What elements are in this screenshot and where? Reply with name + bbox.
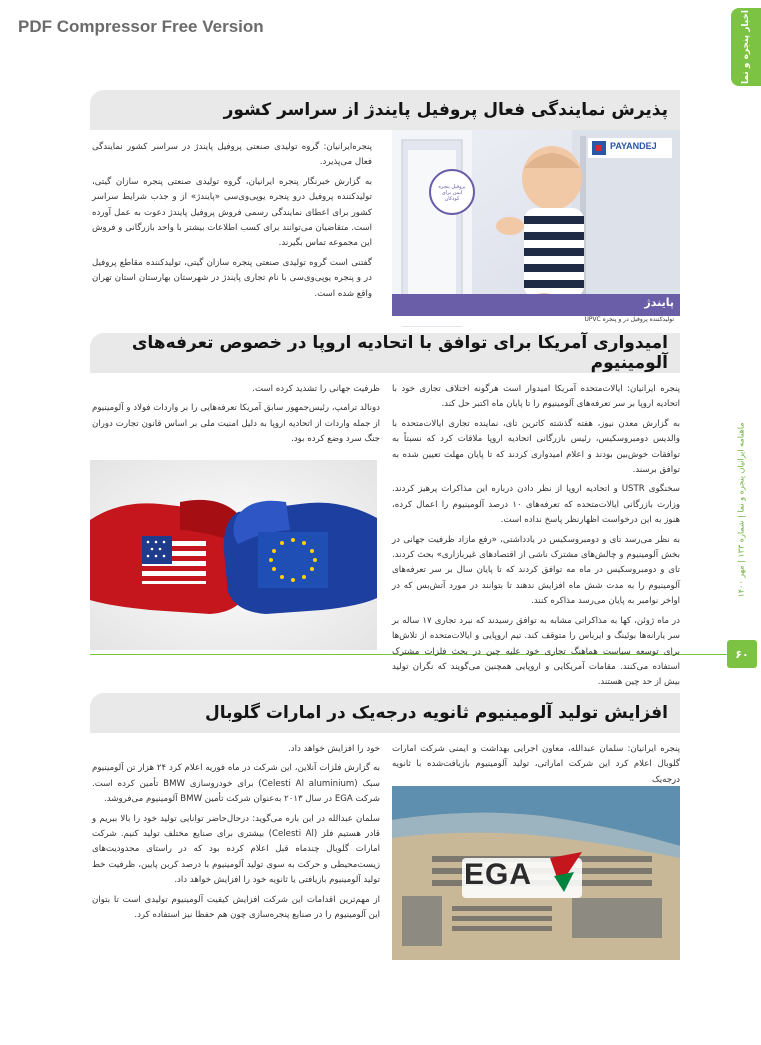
article2-headline: امیدواری آمریکا برای توافق با اتحادیه اروپا در خصوص تعرفه‌های آلومینیوم — [90, 333, 680, 373]
article2-paragraph: در ماه ژوئن، کها به مذاکراتی مشابه به توافق رسیدند که نبرد تجاری ۱۷ ساله بر سر یارانه‌ها بوئینگ و ایرباس را متوقف کند. تیم اروپایی و ایالات‌متحده از تلاش‌ها برای توسعه سیاست هماهنگ تجاری خود علیه چین در بحث فلزات مشترک استفاده می‌کنند. مقامات آمریکایی و اروپایی همچنین می‌گویند که نگران تولید بیش از حد چین هستند. — [392, 615, 680, 688]
article2-right-column — [392, 382, 680, 688]
article1-body — [92, 140, 372, 326]
article2-left-column — [92, 382, 380, 454]
article3-headline: افزایش تولید آلومینیوم ثانویه درجه‌یک در امارات گلوبال — [90, 693, 680, 733]
ega-aerial-art — [392, 786, 680, 960]
section-tab — [731, 8, 761, 86]
article2-paragraph: پنجره ایرانیان: ایالات‌متحده آمریکا امیدوار است هرگونه اختلاف تجاری خود با اتحادیه اروپا بر سر تعرفه‌های آلومینیوم را تا پایان ماه اکتبر حل کند. — [392, 384, 680, 410]
ega-aerial-image — [392, 786, 680, 960]
article3-paragraph: به گزارش فلزات آنلاین، این شرکت در ماه فوریه اعلام کرد ۲۴ هزار تن آلومینیوم سبک (Celesti Al aluminium) برای خودروسازی BMW تأمین کرده است. شرکت EGA در سال ۲۰۱۳ به‌عنوان شرکت تأمین BMW آلومینیوم می‌فروشد. — [92, 763, 381, 805]
article2-paragraph: ظرفیت جهانی را تشدید کرده است. — [252, 384, 380, 394]
article3-paragraph: پنجره ایرانیان: سلمان عبدالله، معاون اجرایی بهداشت و ایمنی شرکت امارات گلوبال اعلام کرد این شرکت اماراتی، تولید آلومینیوم بازیافت‌شده با ثانویه درجه‌یک — [392, 744, 680, 785]
issue-label: ماهنامه ایرانیان پنجره و نما | شماره ۱۳۳ | مهر ۱۴۰۰ — [736, 422, 746, 598]
article2-paragraph: سخنگوی USTR و اتحادیه اروپا از نظر دادن درباره این مذاکرات پرهیز کردند. وزارت بازرگانی ایالات‌متحده که تعرفه‌های ۱۰ درصد آلومینیوم را اعمال کرده، هنوز به این درخواست اظهارنظر پاسخ نداده است. — [392, 484, 680, 526]
article3-paragraph: سلمان عبدالله در این باره می‌گوید: درحال‌حاضر توانایی تولید خود را بالا ببریم و قادر هستیم فلز (Celesti Al) بیشتری برای صنایع مختلف تولید کنیم. شرکت امارات گلوبال چندماه قبل اعلام کرده بود که در راستای محدودیت‌های زیست‌محیطی و حرکت به سوی تولید آلومینیوم با درصد کربن پایین، ظرفیت خط تولید آلومینیوم بازیافتی یا ثانویه خود را افزایش خواهد داد. — [92, 813, 380, 886]
boxing-gloves-art — [90, 460, 377, 650]
article3-right-column — [392, 742, 680, 785]
page-number: ۶۰ — [727, 640, 757, 668]
payandej-badge-text: پروفیل پنجره ایمن برای کودکان — [438, 184, 466, 202]
ega-logo-text: EGA — [464, 858, 533, 891]
article1-paragraph: گفتنی است گروه تولیدی صنعتی پنجره سازان گیتی، تولیدکننده مقاطع پروفیل در و پنجره یوپی‌وی‌سی با نام تجاری پایندژ در شهرستان بهارستان استان تهران واقع شده است. — [92, 257, 372, 299]
article1-headline: پذیرش نمایندگی فعال پروفیل پایندژ از سراسر کشور — [90, 90, 680, 130]
payandej-caption-name: پایندژ — [644, 296, 674, 309]
article2-paragraph: به گزارش معدن نیوز، هفته گذشته کاترین تای، نماینده تجاری ایالات‌متحده با والدیس دومبروسکیس، رئیس بازرگانی اتحادیه اروپا ملاقات کرد که نسبتاً به توافقات خوش‌بین بودند و اعلام امیدواری کردند که تا پایان مهلت تعیین شده به توافق برسند. — [392, 418, 680, 476]
watermark-label: PDF Compressor Free Version — [18, 17, 264, 36]
article1-paragraph: به گزارش خبرنگار پنجره ایرانیان، گروه تولیدی صنعتی پنجره سازان گیتی، تولیدکننده پروفیل درو پنجره یوپی‌وی‌سی «پایندژ» از و جذب شرایط سراسر کشور برای اعطای نمایندگی رسمی فروش پروفیل پایندژ دعوت به عمل آورده است. متقاضیان می‌توانند برای کسب اطلاعات بیشتر با واحد بازرگانی و فروش این مجموعه تماس بگیرند. — [92, 176, 372, 249]
boxing-gloves-image — [90, 460, 377, 650]
payandej-brand-label: PAYANDEJ — [610, 141, 657, 151]
article3-left-column — [92, 742, 380, 962]
article3-paragraph: خود را افزایش خواهد داد. — [288, 744, 380, 754]
article1-paragraph: پنجره‌ایرانیان: گروه تولیدی صنعتی پروفیل پایندژ در سراسر کشور نمایندگی فعال می‌پذیرد. — [92, 142, 372, 168]
article2-paragraph: دونالد ترامپ، رئیس‌جمهور سابق آمریکا تعرفه‌هایی را بر واردات فولاد و آلومینیوم از جمله واردات از اتحادیه اروپا به دلیل امنیت ملی بر اساس قانون تجارت دوران جنگ سرد وضع کرده بود. — [92, 403, 380, 445]
article2-paragraph: به نظر می‌رسد تای و دومبروسکیس در یادداشتی، «رفع مازاد ظرفیت جهانی در بخش آلومینیوم و چالش‌های مشترک ناشی از اقتصادهای غیربازاری» بحث کردند. تای و دومبروسکیس در ماه مه توافق کردند که تا پایان سال بر سر تعرفه‌های آلومینیوم را به مدت شش ماه افزایش ندهند تا بتوانند در مورد آتش‌بس که در اواخر نوامبر به پایان می‌رسد مذاکره کنند. — [392, 534, 680, 607]
payandej-ad-image — [392, 130, 680, 326]
payandej-caption-sub: تولیدکننده پروفیل در و پنجره UPVC — [584, 316, 674, 323]
issue-strip — [721, 370, 761, 650]
section-tab-label: اخبار پنجره و نما — [741, 9, 751, 85]
article3-paragraph: از مهم‌ترین اقدامات این شرکت افزایش کیفیت آلومینیوم تولیدی است تا بتوان این آلومینیوم را در صنایع پنجره‌سازی چون هم حفظا نیز استفاده کرد. — [92, 894, 380, 921]
